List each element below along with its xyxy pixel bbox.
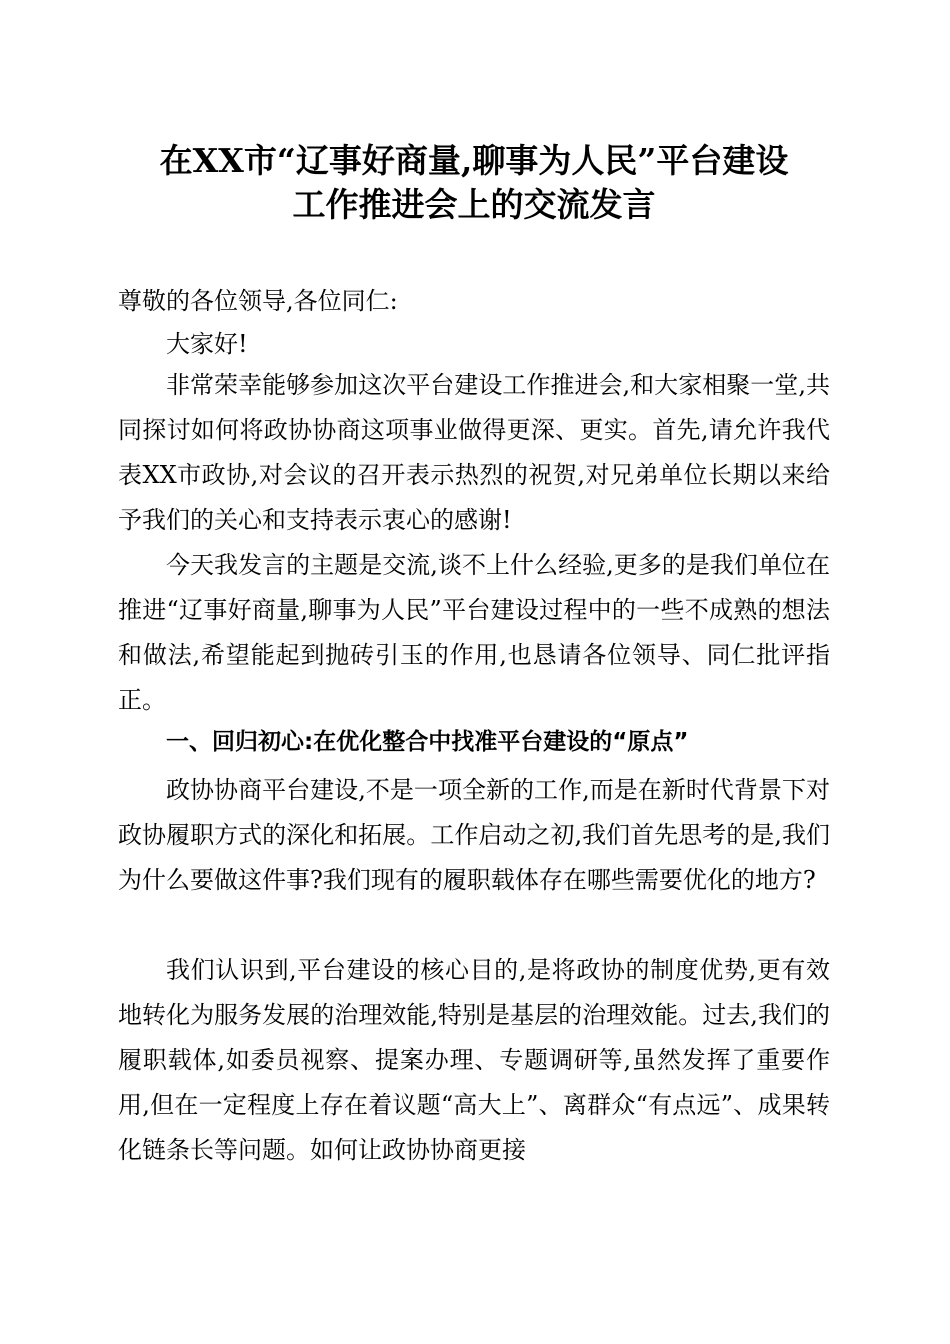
paragraph-2: 今天我发言的主题是交流,谈不上什么经验,更多的是我们单位在推进“辽事好商量,聊事为人民”平台建设过程中的一些不成熟的想法和做法,希望能起到抛砖引玉的作用,也恳请各位领导、同仁批评指正。 xyxy=(118,551,830,714)
section-1-heading: 一、回归初心:在优化整合中找准平台建设的“原点” xyxy=(166,729,689,755)
paragraph-1: 非常荣幸能够参加这次平台建设工作推进会,和大家相聚一堂,共同探讨如何将政协协商这项事业做得更深、更实。首先,请允许我代表XX市政协,对会议的召开表示热烈的祝贺,对兄弟单位长期以来给予我们的关心和支持表示衷心的感谢! xyxy=(118,371,830,534)
document-title-line-2: 工作推进会上的交流发言 xyxy=(292,185,656,224)
paragraph-3: 政协协商平台建设,不是一项全新的工作,而是在新时代背景下对政协履职方式的深化和拓展。工作启动之初,我们首先思考的是,我们为什么要做这件事?我们现有的履职载体存在哪些需要优化的地方? xyxy=(118,776,830,894)
paragraph-4: 我们认识到,平台建设的核心目的,是将政协的制度优势,更有效地转化为服务发展的治理效能,特别是基层的治理效能。过去,我们的履职载体,如委员视察、提案办理、专题调研等,虽然发挥了重要作用,但在一定程度上存在着议题“高大上”、离群众“有点远”、成果转化链条长等问题。如何让政协协商更接 xyxy=(118,956,830,1164)
document-title-line-1: 在XX市“辽事好商量,聊事为人民”平台建设 xyxy=(159,141,789,180)
greeting: 大家好! xyxy=(166,330,248,358)
salutation: 尊敬的各位领导,各位同仁: xyxy=(118,287,398,315)
